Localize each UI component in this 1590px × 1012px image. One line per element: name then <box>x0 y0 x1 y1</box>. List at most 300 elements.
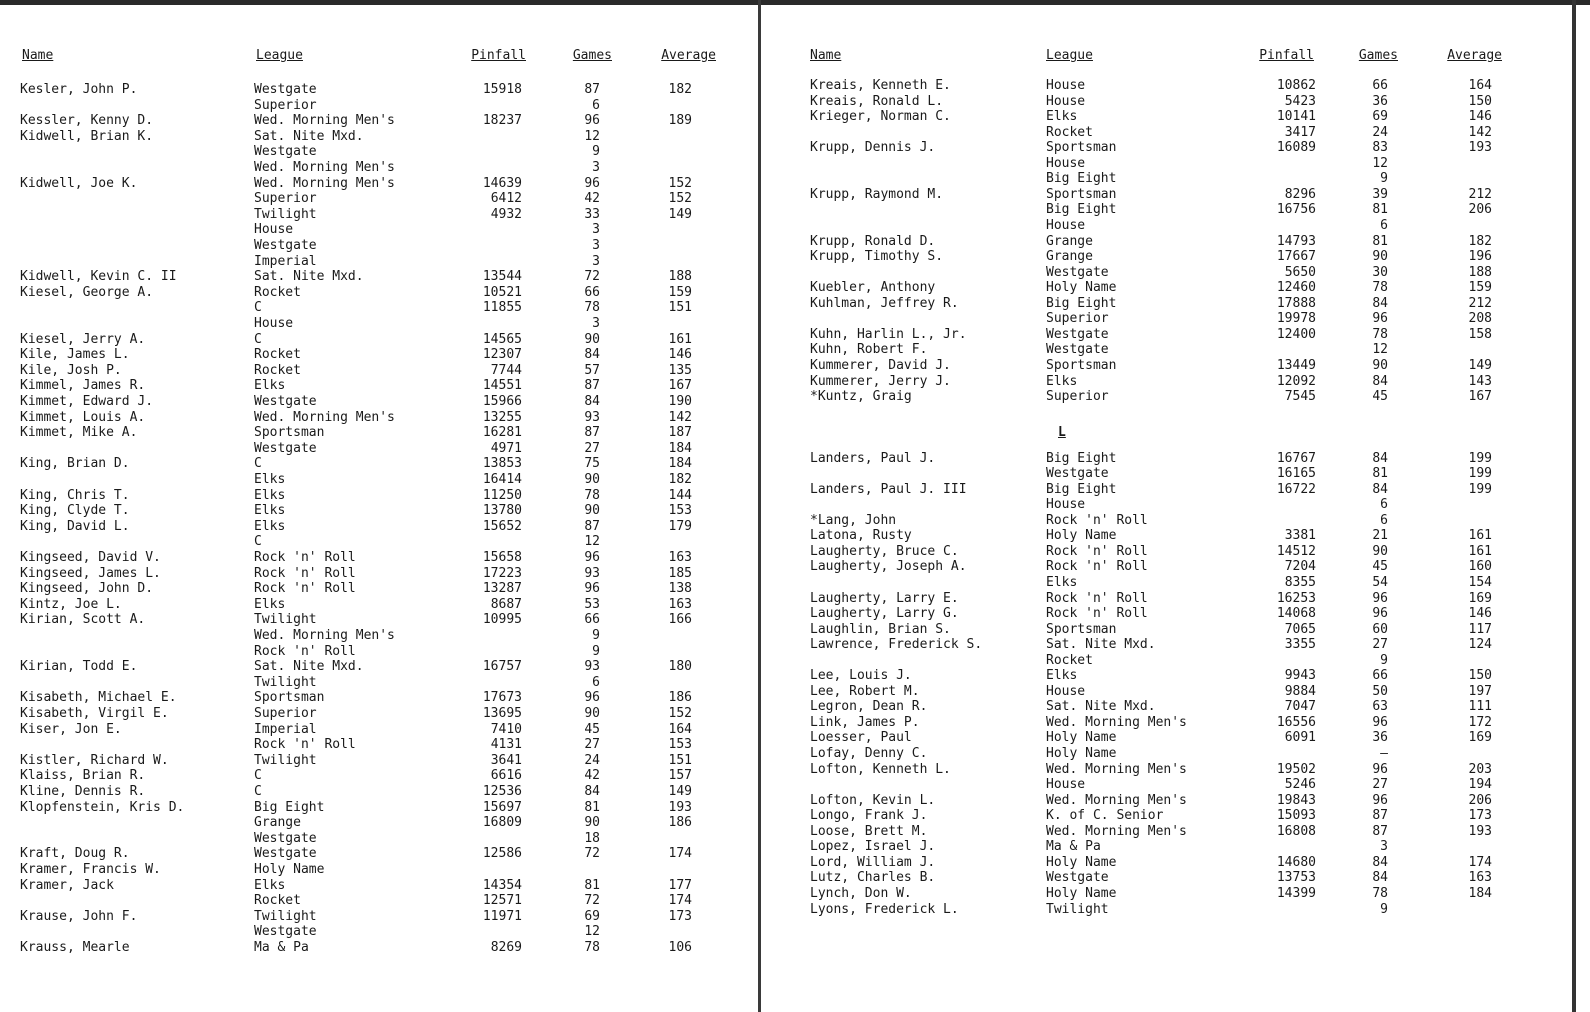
cell-games: 3 <box>592 238 600 253</box>
cell-games: 75 <box>584 456 600 472</box>
cell-name: Lawrence, Frederick S. <box>810 637 983 653</box>
cell-pinfall: 14068 <box>1276 606 1316 621</box>
cell-league: Westgate <box>1046 870 1109 886</box>
cell-games: 66 <box>1372 78 1388 93</box>
cell-pinfall: 10862 <box>1276 78 1316 93</box>
table-row <box>762 296 1570 312</box>
cell-name: Kuhn, Robert F. <box>810 342 928 358</box>
table-row <box>762 606 1570 622</box>
cell-average: 184 <box>668 440 692 456</box>
cell-pinfall: 15918 <box>482 82 522 97</box>
cell-pinfall: 7204 <box>1284 559 1316 575</box>
cell-name: Landers, Paul J. <box>810 450 936 466</box>
cell-games: 33 <box>584 206 600 222</box>
cell-league: Elks <box>254 487 286 503</box>
cell-name: King, Clyde T. <box>20 503 130 519</box>
cell-pinfall: 18237 <box>482 113 522 129</box>
cell-average: 196 <box>1468 249 1492 265</box>
table-row <box>762 902 1570 918</box>
cell-pinfall: 4971 <box>490 440 522 456</box>
table-row <box>0 113 758 129</box>
cell-name: Kreais, Kenneth E. <box>810 78 951 93</box>
cell-average: 146 <box>668 347 692 363</box>
cell-average: 169 <box>1468 590 1492 606</box>
cell-pinfall: 3381 <box>1284 528 1316 544</box>
cell-league: Holy Name <box>254 862 325 877</box>
table-row <box>0 347 758 363</box>
cell-average: 152 <box>668 175 692 191</box>
cell-games: 24 <box>584 752 600 768</box>
cell-name: Kirian, Todd E. <box>20 659 138 675</box>
cell-average: 199 <box>1468 466 1492 482</box>
header-league: League <box>256 48 303 63</box>
cell-pinfall: 13255 <box>482 409 522 425</box>
cell-average: 189 <box>668 113 692 129</box>
cell-name: Loesser, Paul <box>810 730 912 746</box>
cell-games: 3 <box>592 160 600 175</box>
cell-league: Rock 'n' Roll <box>1046 590 1148 606</box>
cell-games: 9 <box>1380 652 1388 668</box>
cell-league: Elks <box>1046 668 1078 684</box>
cell-league: Twilight <box>254 674 317 690</box>
cell-games: 9 <box>592 643 600 659</box>
table-row <box>0 550 758 566</box>
cell-league: Superior <box>1046 389 1109 404</box>
cell-name: Lofay, Denny C. <box>810 746 928 761</box>
cell-name: King, Brian D. <box>20 456 130 472</box>
cell-games: 90 <box>584 331 600 347</box>
cell-games: 87 <box>584 378 600 394</box>
cell-average: 135 <box>668 362 692 378</box>
cell-name: Kile, James L. <box>20 347 130 363</box>
cell-games: 30 <box>1372 264 1388 280</box>
cell-league: Twilight <box>254 206 317 222</box>
table-row <box>0 285 758 301</box>
cell-name: Krupp, Ronald D. <box>810 233 936 249</box>
header-average: Average <box>1447 48 1502 63</box>
cell-league: Elks <box>254 596 286 612</box>
cell-pinfall: 6616 <box>490 768 522 784</box>
cell-average: 212 <box>1468 186 1492 202</box>
table-row <box>762 544 1570 560</box>
table-row <box>762 280 1570 296</box>
table-row <box>762 715 1570 731</box>
cell-games: 36 <box>1372 730 1388 746</box>
table-row <box>0 675 758 691</box>
cell-average: 153 <box>668 737 692 753</box>
cell-name: Lynch, Don W. <box>810 885 912 901</box>
cell-league: Westgate <box>1046 264 1109 280</box>
cell-games: 84 <box>584 394 600 409</box>
cell-name: Kisabeth, Virgil E. <box>20 706 169 721</box>
cell-league: Elks <box>1046 575 1078 590</box>
table-row <box>762 374 1570 390</box>
cell-games: 27 <box>1372 777 1388 793</box>
cell-average: 154 <box>1468 575 1492 590</box>
cell-games: 96 <box>1372 714 1388 730</box>
table-row <box>0 831 758 847</box>
cell-pinfall: 13695 <box>482 706 522 721</box>
cell-league: C <box>254 768 262 784</box>
cell-name: Kreais, Ronald L. <box>810 93 944 109</box>
cell-games: — <box>1380 746 1388 761</box>
cell-name: Laugherty, Larry G. <box>810 606 959 621</box>
cell-games: 66 <box>584 612 600 628</box>
cell-league: Westgate <box>254 238 317 253</box>
table-row <box>762 824 1570 840</box>
cell-league: Elks <box>254 518 286 534</box>
cell-pinfall: 13544 <box>482 269 522 285</box>
cell-name: Kiser, Jon E. <box>20 721 122 737</box>
cell-pinfall: 17673 <box>482 690 522 706</box>
cell-pinfall: 16757 <box>482 659 522 675</box>
cell-games: 96 <box>584 581 600 597</box>
cell-average: 143 <box>1468 373 1492 389</box>
cell-league: Rock 'n' Roll <box>1046 559 1148 575</box>
cell-pinfall: 13853 <box>482 456 522 472</box>
table-row <box>0 862 758 878</box>
cell-name: Krause, John F. <box>20 908 138 924</box>
table-row <box>762 793 1570 809</box>
cell-pinfall: 14354 <box>482 877 522 893</box>
cell-name: Kingseed, John D. <box>20 581 154 597</box>
table-row <box>762 668 1570 684</box>
right-header-row <box>762 48 1570 64</box>
cell-name: Kummerer, Jerry J. <box>810 373 951 389</box>
cell-games: 78 <box>1372 326 1388 342</box>
table-row <box>762 187 1570 203</box>
table-row <box>0 893 758 909</box>
cell-league: Wed. Morning Men's <box>254 160 395 175</box>
table-row <box>0 644 758 660</box>
cell-games: 90 <box>584 472 600 487</box>
cell-pinfall: 4932 <box>490 206 522 222</box>
cell-league: Sat. Nite Mxd. <box>254 269 364 285</box>
cell-name: Loose, Brett M. <box>810 823 928 839</box>
cell-name: Klopfenstein, Kris D. <box>20 799 185 815</box>
cell-average: 153 <box>668 503 692 519</box>
header-games: Games <box>1358 48 1398 63</box>
table-row <box>762 327 1570 343</box>
cell-league: C <box>254 456 262 472</box>
table-row <box>762 140 1570 156</box>
cell-league: House <box>254 222 294 238</box>
cell-name: Kingseed, James L. <box>20 565 161 581</box>
table-row <box>0 800 758 816</box>
cell-name: Krupp, Dennis J. <box>810 140 936 156</box>
cell-pinfall: 16767 <box>1276 450 1316 466</box>
cell-name: Kummerer, David J. <box>810 357 951 373</box>
cell-name: Laugherty, Joseph A. <box>810 559 967 575</box>
cell-average: 160 <box>1468 559 1492 575</box>
cell-average: 197 <box>1468 683 1492 699</box>
cell-league: Sat. Nite Mxd. <box>1046 699 1156 715</box>
cell-league: Elks <box>254 472 286 487</box>
cell-average: 163 <box>668 550 692 565</box>
cell-average: 182 <box>668 82 692 97</box>
table-row <box>0 191 758 207</box>
cell-average: 193 <box>1468 823 1492 839</box>
cell-games: 39 <box>1372 186 1388 202</box>
table-row <box>762 808 1570 824</box>
cell-pinfall: 16253 <box>1276 590 1316 606</box>
cell-league: House <box>254 316 294 331</box>
cell-pinfall: 7047 <box>1284 699 1316 715</box>
cell-name: *Lang, John <box>810 512 897 528</box>
cell-average: 177 <box>668 877 692 893</box>
table-row <box>762 358 1570 374</box>
cell-pinfall: 16556 <box>1276 714 1316 730</box>
cell-average: 199 <box>1468 481 1492 497</box>
table-row <box>762 730 1570 746</box>
table-row <box>762 746 1570 762</box>
cell-games: 90 <box>584 706 600 721</box>
cell-games: 6 <box>1380 218 1388 233</box>
cell-league: Westgate <box>254 144 317 160</box>
cell-games: 83 <box>1372 140 1388 156</box>
cell-games: 53 <box>584 596 600 612</box>
cell-name: Kistler, Richard W. <box>20 752 169 768</box>
cell-league: Sportsman <box>1046 186 1117 202</box>
cell-league: Holy Name <box>1046 885 1117 901</box>
table-row <box>0 222 758 238</box>
cell-league: Rock 'n' Roll <box>254 550 356 565</box>
cell-pinfall: 7545 <box>1284 389 1316 404</box>
cell-average: 111 <box>1468 699 1492 715</box>
cell-league: Big Eight <box>1046 295 1117 311</box>
cell-league: Twilight <box>254 752 317 768</box>
cell-league: House <box>1046 683 1086 699</box>
cell-name: Kiesel, Jerry A. <box>20 331 146 347</box>
table-row <box>0 176 758 192</box>
cell-games: 3 <box>1380 839 1388 855</box>
cell-name: Lyons, Frederick L. <box>810 901 959 917</box>
cell-league: Elks <box>254 503 286 519</box>
table-row <box>762 249 1570 265</box>
table-row <box>0 737 758 753</box>
cell-name: Lofton, Kenneth L. <box>810 761 951 777</box>
cell-league: Holy Name <box>1046 730 1117 746</box>
cell-games: 90 <box>1372 543 1388 559</box>
cell-average: 193 <box>668 799 692 815</box>
cell-name: Kimmet, Louis A. <box>20 409 146 425</box>
table-row <box>0 612 758 628</box>
cell-pinfall: 6091 <box>1284 730 1316 746</box>
cell-games: 27 <box>1372 637 1388 653</box>
cell-pinfall: 12092 <box>1276 373 1316 389</box>
table-row <box>762 513 1570 529</box>
cell-games: 3 <box>592 253 600 269</box>
table-row <box>0 238 758 254</box>
book-gutter <box>758 0 761 1012</box>
cell-pinfall: 5650 <box>1284 264 1316 280</box>
cell-name: Kintz, Joe L. <box>20 596 122 612</box>
table-row <box>762 451 1570 467</box>
cell-name: Lutz, Charles B. <box>810 870 936 886</box>
cell-league: Elks <box>1046 373 1078 389</box>
table-row <box>0 144 758 160</box>
cell-average: 174 <box>668 893 692 909</box>
table-row <box>0 363 758 379</box>
cell-games: 78 <box>584 940 600 955</box>
cell-games: 81 <box>1372 233 1388 249</box>
header-pinfall: Pinfall <box>1259 48 1314 63</box>
table-row <box>0 768 758 784</box>
cell-league: Westgate <box>254 924 317 940</box>
cell-pinfall: 12400 <box>1276 326 1316 342</box>
cell-pinfall: 14639 <box>482 175 522 191</box>
cell-pinfall: 14565 <box>482 331 522 347</box>
cell-games: 21 <box>1372 528 1388 544</box>
cell-average: 151 <box>668 300 692 316</box>
table-row <box>762 886 1570 902</box>
cell-games: 78 <box>584 300 600 316</box>
cell-name: Kidwell, Kevin C. II <box>20 269 177 285</box>
cell-league: Wed. Morning Men's <box>254 409 395 425</box>
cell-games: 84 <box>1372 481 1388 497</box>
cell-name: Laugherty, Larry E. <box>810 590 959 606</box>
cell-average: 186 <box>668 815 692 831</box>
cell-league: Sat. Nite Mxd. <box>1046 637 1156 653</box>
cell-league: Wed. Morning Men's <box>254 113 395 129</box>
cell-games: 96 <box>1372 792 1388 808</box>
cell-league: Westgate <box>254 394 317 409</box>
cell-average: 164 <box>1468 78 1492 93</box>
cell-league: House <box>1046 93 1086 109</box>
table-row <box>762 78 1570 94</box>
cell-pinfall: 5246 <box>1284 777 1316 793</box>
table-row <box>0 472 758 488</box>
section-letter: L <box>1058 425 1066 440</box>
cell-pinfall: 15966 <box>482 394 522 409</box>
cell-games: 6 <box>592 97 600 113</box>
table-row <box>0 597 758 613</box>
cell-games: 96 <box>584 175 600 191</box>
cell-league: Wed. Morning Men's <box>254 628 395 643</box>
table-row <box>0 207 758 223</box>
cell-average: 179 <box>668 518 692 534</box>
cell-league: Wed. Morning Men's <box>254 175 395 191</box>
cell-games: 9 <box>592 144 600 160</box>
table-row <box>762 653 1570 669</box>
cell-games: 93 <box>584 409 600 425</box>
cell-league: Sportsman <box>1046 140 1117 156</box>
cell-pinfall: 14680 <box>1276 854 1316 870</box>
cell-league: House <box>1046 78 1086 93</box>
cell-league: Superior <box>254 191 317 207</box>
table-row <box>0 378 758 394</box>
table-row <box>0 503 758 519</box>
cell-name: Laugherty, Bruce C. <box>810 543 959 559</box>
cell-games: 12 <box>1372 155 1388 171</box>
cell-average: 206 <box>1468 202 1492 218</box>
cell-games: 81 <box>584 877 600 893</box>
cell-league: Westgate <box>1046 326 1109 342</box>
cell-games: 90 <box>1372 357 1388 373</box>
cell-games: 66 <box>584 284 600 300</box>
cell-league: Westgate <box>254 830 317 846</box>
table-row <box>0 269 758 285</box>
cell-average: 150 <box>1468 93 1492 109</box>
cell-name: Kimmel, James R. <box>20 378 146 394</box>
table-row <box>0 488 758 504</box>
cell-games: 3 <box>592 316 600 331</box>
cell-pinfall: 13449 <box>1276 357 1316 373</box>
cell-league: Rock 'n' Roll <box>254 565 356 581</box>
cell-games: 6 <box>592 674 600 690</box>
cell-name: Landers, Paul J. III <box>810 481 967 497</box>
table-row <box>762 591 1570 607</box>
cell-average: 173 <box>668 908 692 924</box>
page-right-edge <box>1572 0 1576 1012</box>
cell-average: 208 <box>1468 311 1492 327</box>
cell-name: Kidwell, Brian K. <box>20 128 154 144</box>
table-row <box>762 171 1570 187</box>
cell-games: 93 <box>584 659 600 675</box>
cell-league: Ma & Pa <box>254 940 309 955</box>
cell-average: 161 <box>668 331 692 347</box>
cell-pinfall: 13780 <box>482 503 522 519</box>
cell-games: 96 <box>584 550 600 565</box>
cell-average: 166 <box>668 612 692 628</box>
cell-average: 142 <box>1468 124 1492 140</box>
cell-games: 96 <box>584 113 600 129</box>
cell-league: Sat. Nite Mxd. <box>254 128 364 144</box>
cell-name: Lord, William J. <box>810 854 936 870</box>
table-row <box>762 156 1570 172</box>
cell-average: 142 <box>668 409 692 425</box>
cell-league: Holy Name <box>1046 528 1117 544</box>
cell-league: C <box>254 534 262 550</box>
cell-average: 188 <box>1468 264 1492 280</box>
cell-league: Twilight <box>254 908 317 924</box>
right-page <box>762 0 1570 1012</box>
cell-games: 9 <box>1380 901 1388 917</box>
cell-average: 184 <box>668 456 692 472</box>
cell-name: Kramer, Jack <box>20 877 114 893</box>
header-average: Average <box>661 48 716 63</box>
cell-league: Rock 'n' Roll <box>254 643 356 659</box>
cell-games: 50 <box>1372 683 1388 699</box>
table-row <box>0 784 758 800</box>
cell-pinfall: 16281 <box>482 425 522 441</box>
cell-games: 96 <box>1372 590 1388 606</box>
cell-games: 60 <box>1372 621 1388 637</box>
cell-name: Krupp, Raymond M. <box>810 186 944 202</box>
cell-games: 96 <box>584 690 600 706</box>
cell-games: 96 <box>1372 761 1388 777</box>
cell-games: 42 <box>584 191 600 207</box>
cell-games: 12 <box>584 924 600 940</box>
cell-games: 54 <box>1372 575 1388 590</box>
table-row <box>762 684 1570 700</box>
table-row <box>762 311 1570 327</box>
cell-pinfall: 16414 <box>482 472 522 487</box>
cell-average: 163 <box>668 596 692 612</box>
header-name: Name <box>22 48 54 63</box>
cell-league: Twilight <box>254 612 317 628</box>
cell-league: Rocket <box>254 362 301 378</box>
table-row <box>762 870 1570 886</box>
cell-league: Westgate <box>254 82 317 97</box>
cell-pinfall: 7410 <box>490 721 522 737</box>
cell-league: Rocket <box>1046 124 1093 140</box>
cell-league: Rocket <box>254 284 301 300</box>
cell-league: Rock 'n' Roll <box>1046 543 1148 559</box>
cell-average: 106 <box>668 940 692 955</box>
cell-league: Sportsman <box>254 690 325 706</box>
cell-pinfall: 13753 <box>1276 870 1316 886</box>
